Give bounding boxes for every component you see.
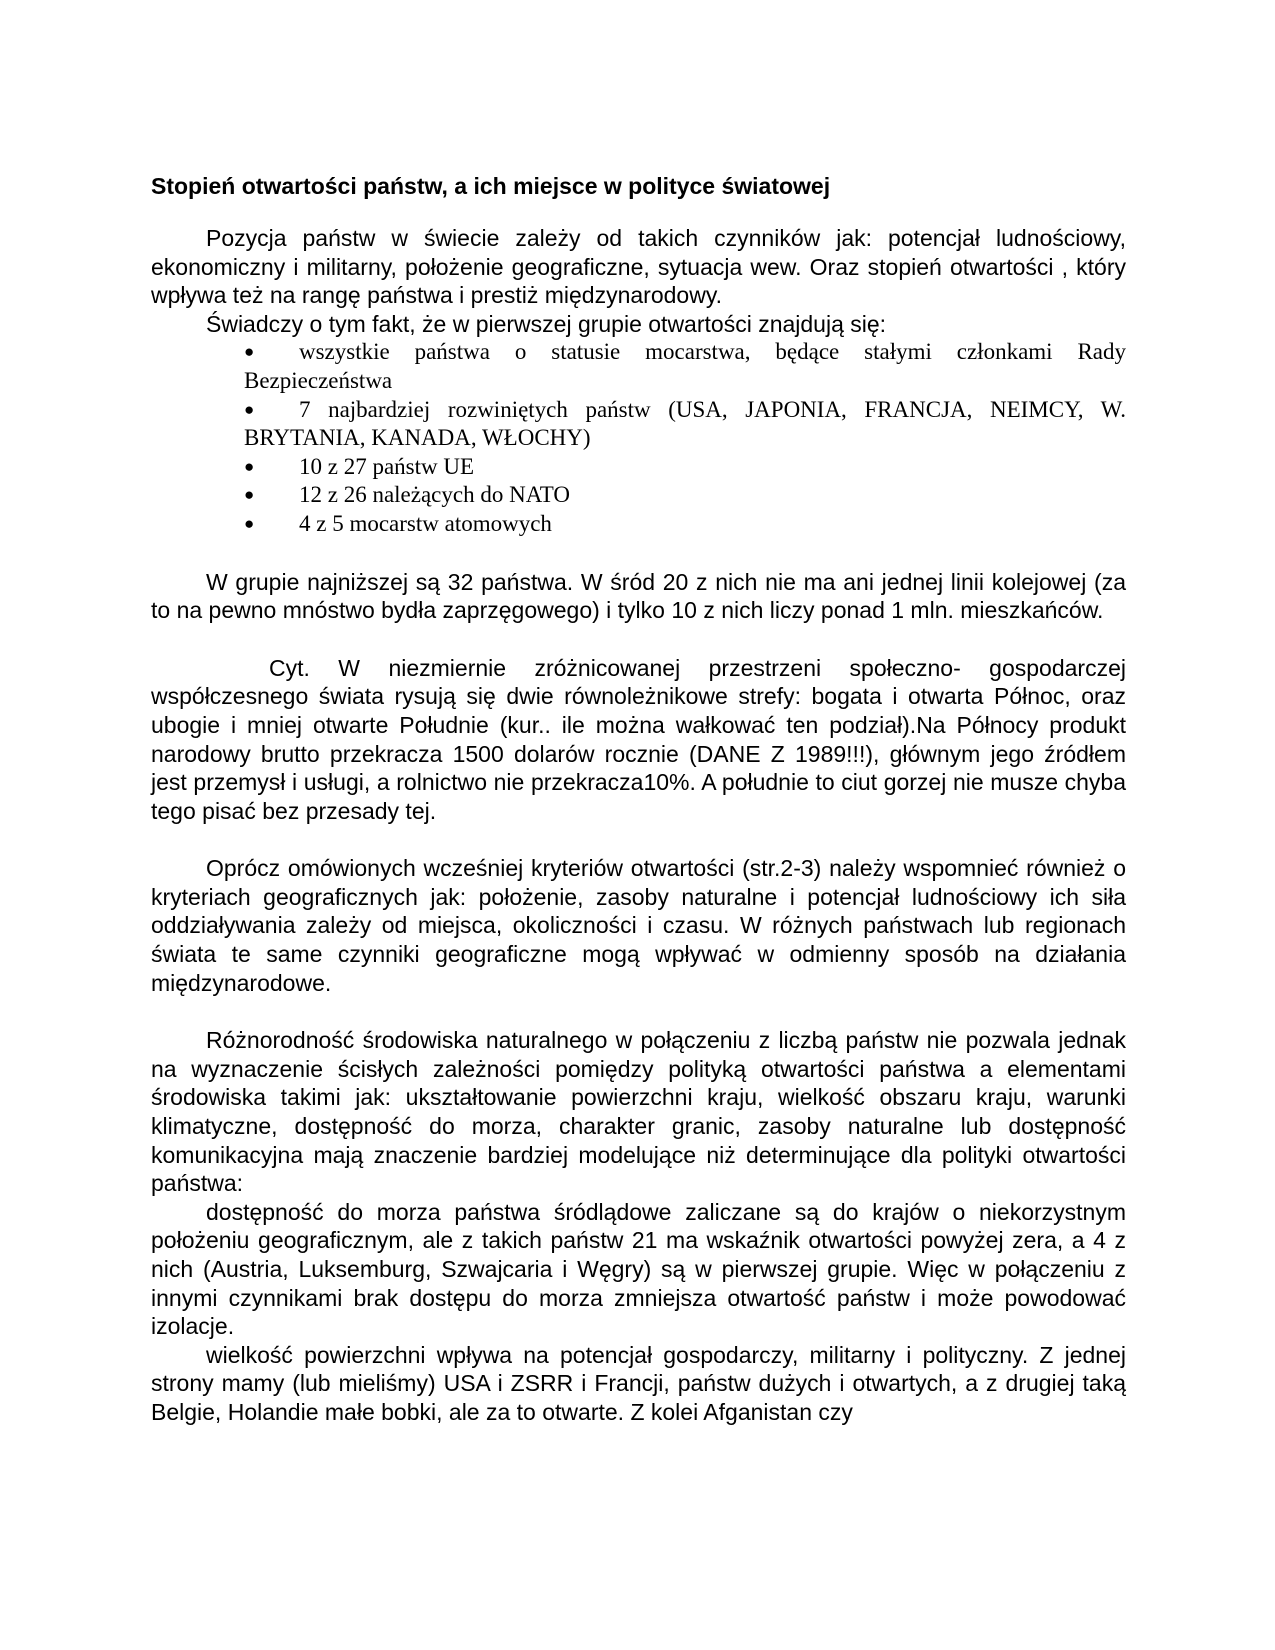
- paragraph-sea-access: dostępność do morza państwa śródlądowe zaliczane są do krajów o niekorzystnym położeniu geograficznym, ale z takich państw 21 ma wskaźnik otwartości powyżej zera, a 4 z nich (Austria, Luksemburg, Szwajcaria i Węgry) są w pierwszej grupie. Więc w połączeniu z innymi czynnikami brak dostępu do morza zmniejsza otwartość państw i może powodować izolacje.: [151, 1198, 1126, 1340]
- list-item: ● 10 z 27 państw UE: [244, 453, 1126, 482]
- paragraph-criteria: Oprócz omówionych wcześniej kryteriów otwartości (str.2-3) należy wspomnieć również o kryteriach geograficznych jak: położenie, zasoby naturalne i potencjał ludnościowy ich siła oddziaływania zależy od miejsca, okoliczności i czasu. W różnych państwach lub regionach świata te same czynniki geograficzne mogą wpływać w odmienny sposób na działania międzynarodowe.: [151, 855, 1126, 996]
- list-item: ● 4 z 5 mocarstw atomowych: [244, 510, 1126, 539]
- bullet-list-first-group: [151, 338, 1126, 538]
- bullet-dot-icon: ●: [244, 513, 255, 533]
- spacer: [151, 997, 1126, 1026]
- paragraph-diversity: Różnorodność środowiska naturalnego w połączeniu z liczbą państw nie pozwala jednak na wyznaczenie ścisłych zależności pomiędzy polityką otwartości państwa a elementami środowiska takimi jak: ukształtowanie powierzchni kraju, wielkość obszaru kraju, warunki klimatyczne, dostępność do morza, charakter granic, zasoby naturalne lub dostępność komunikacyjna mają znaczenie bardziej modelujące niż determinujące dla polityki otwartości państwa:: [151, 1027, 1126, 1197]
- paragraph-lowest-group: W grupie najniższej są 32 państwa. W śród 20 z nich nie ma ani jednej linii kolejowej (za to na pewno mnóstwo bydła zaprzęgowego) i tylko 10 z nich liczy ponad 1 mln. mieszkańców.: [151, 568, 1126, 624]
- spacer: [151, 625, 1126, 654]
- paragraph-area-size: wielkość powierzchni wpływa na potencjał gospodarczy, militarny i polityczny. Z jednej strony mamy (lub mieliśmy) USA i ZSRR i Francji, państw dużych i otwartych, a z drugiej taką Belgie, Holandie małe bobki, ale za to otwarte. Z kolei Afganistan czy: [151, 1341, 1126, 1425]
- spacer: [151, 539, 1126, 568]
- document-page: [151, 172, 1126, 1427]
- paragraph-evidence-lead: Świadczy o tym fakt, że w pierwszej grupie otwartości znajdują się:: [206, 310, 887, 337]
- bullet-dot-icon: ●: [244, 342, 255, 362]
- bullet-dot-icon: ●: [244, 485, 255, 505]
- list-item: ● 7 najbardziej rozwiniętych państw (USA, JAPONIA, FRANCJA, NEIMCY, W. BRYTANIA, KANADA, WŁOCHY): [244, 396, 1126, 451]
- list-item: ● wszystkie państwa o statusie mocarstwa, będące stałymi członkami Rady Bezpieczeństwa: [244, 339, 1126, 393]
- document-title: Stopień otwartości państw, a ich miejsce w polityce światowej: [151, 173, 831, 199]
- bullet-dot-icon: ●: [244, 399, 255, 419]
- spacer: [151, 825, 1126, 854]
- bullet-dot-icon: ●: [244, 456, 255, 476]
- paragraph-quote: Cyt. W niezmiernie zróżnicowanej przestrzeni społeczno- gospodarczej współczesnego świata rysują się dwie równoleżnikowe strefy: bogata i otwarta Północ, oraz ubogie i mniej otwarte Południe (kur.. ile można wałkować ten podział).Na Północy produkt narodowy brutto przekracza 1500 dolarów rocznie (DANE Z 1989!!!), głównym jego źródłem jest przemysł i usługi, a rolnictwo nie przekracza10%. A południe to ciut gorzej nie musze chyba tego pisać bez przesady tej.: [151, 654, 1126, 824]
- paragraph-intro: Pozycja państw w świecie zależy od takich czynników jak: potencjał ludnościowy, ekonomiczny i militarny, położenie geograficzne, sytuacja wew. Oraz stopień otwartości , który wpływa też na rangę państwa i prestiż międzynarodowy.: [151, 225, 1126, 309]
- list-item: ● 12 z 26 należących do NATO: [244, 481, 1126, 510]
